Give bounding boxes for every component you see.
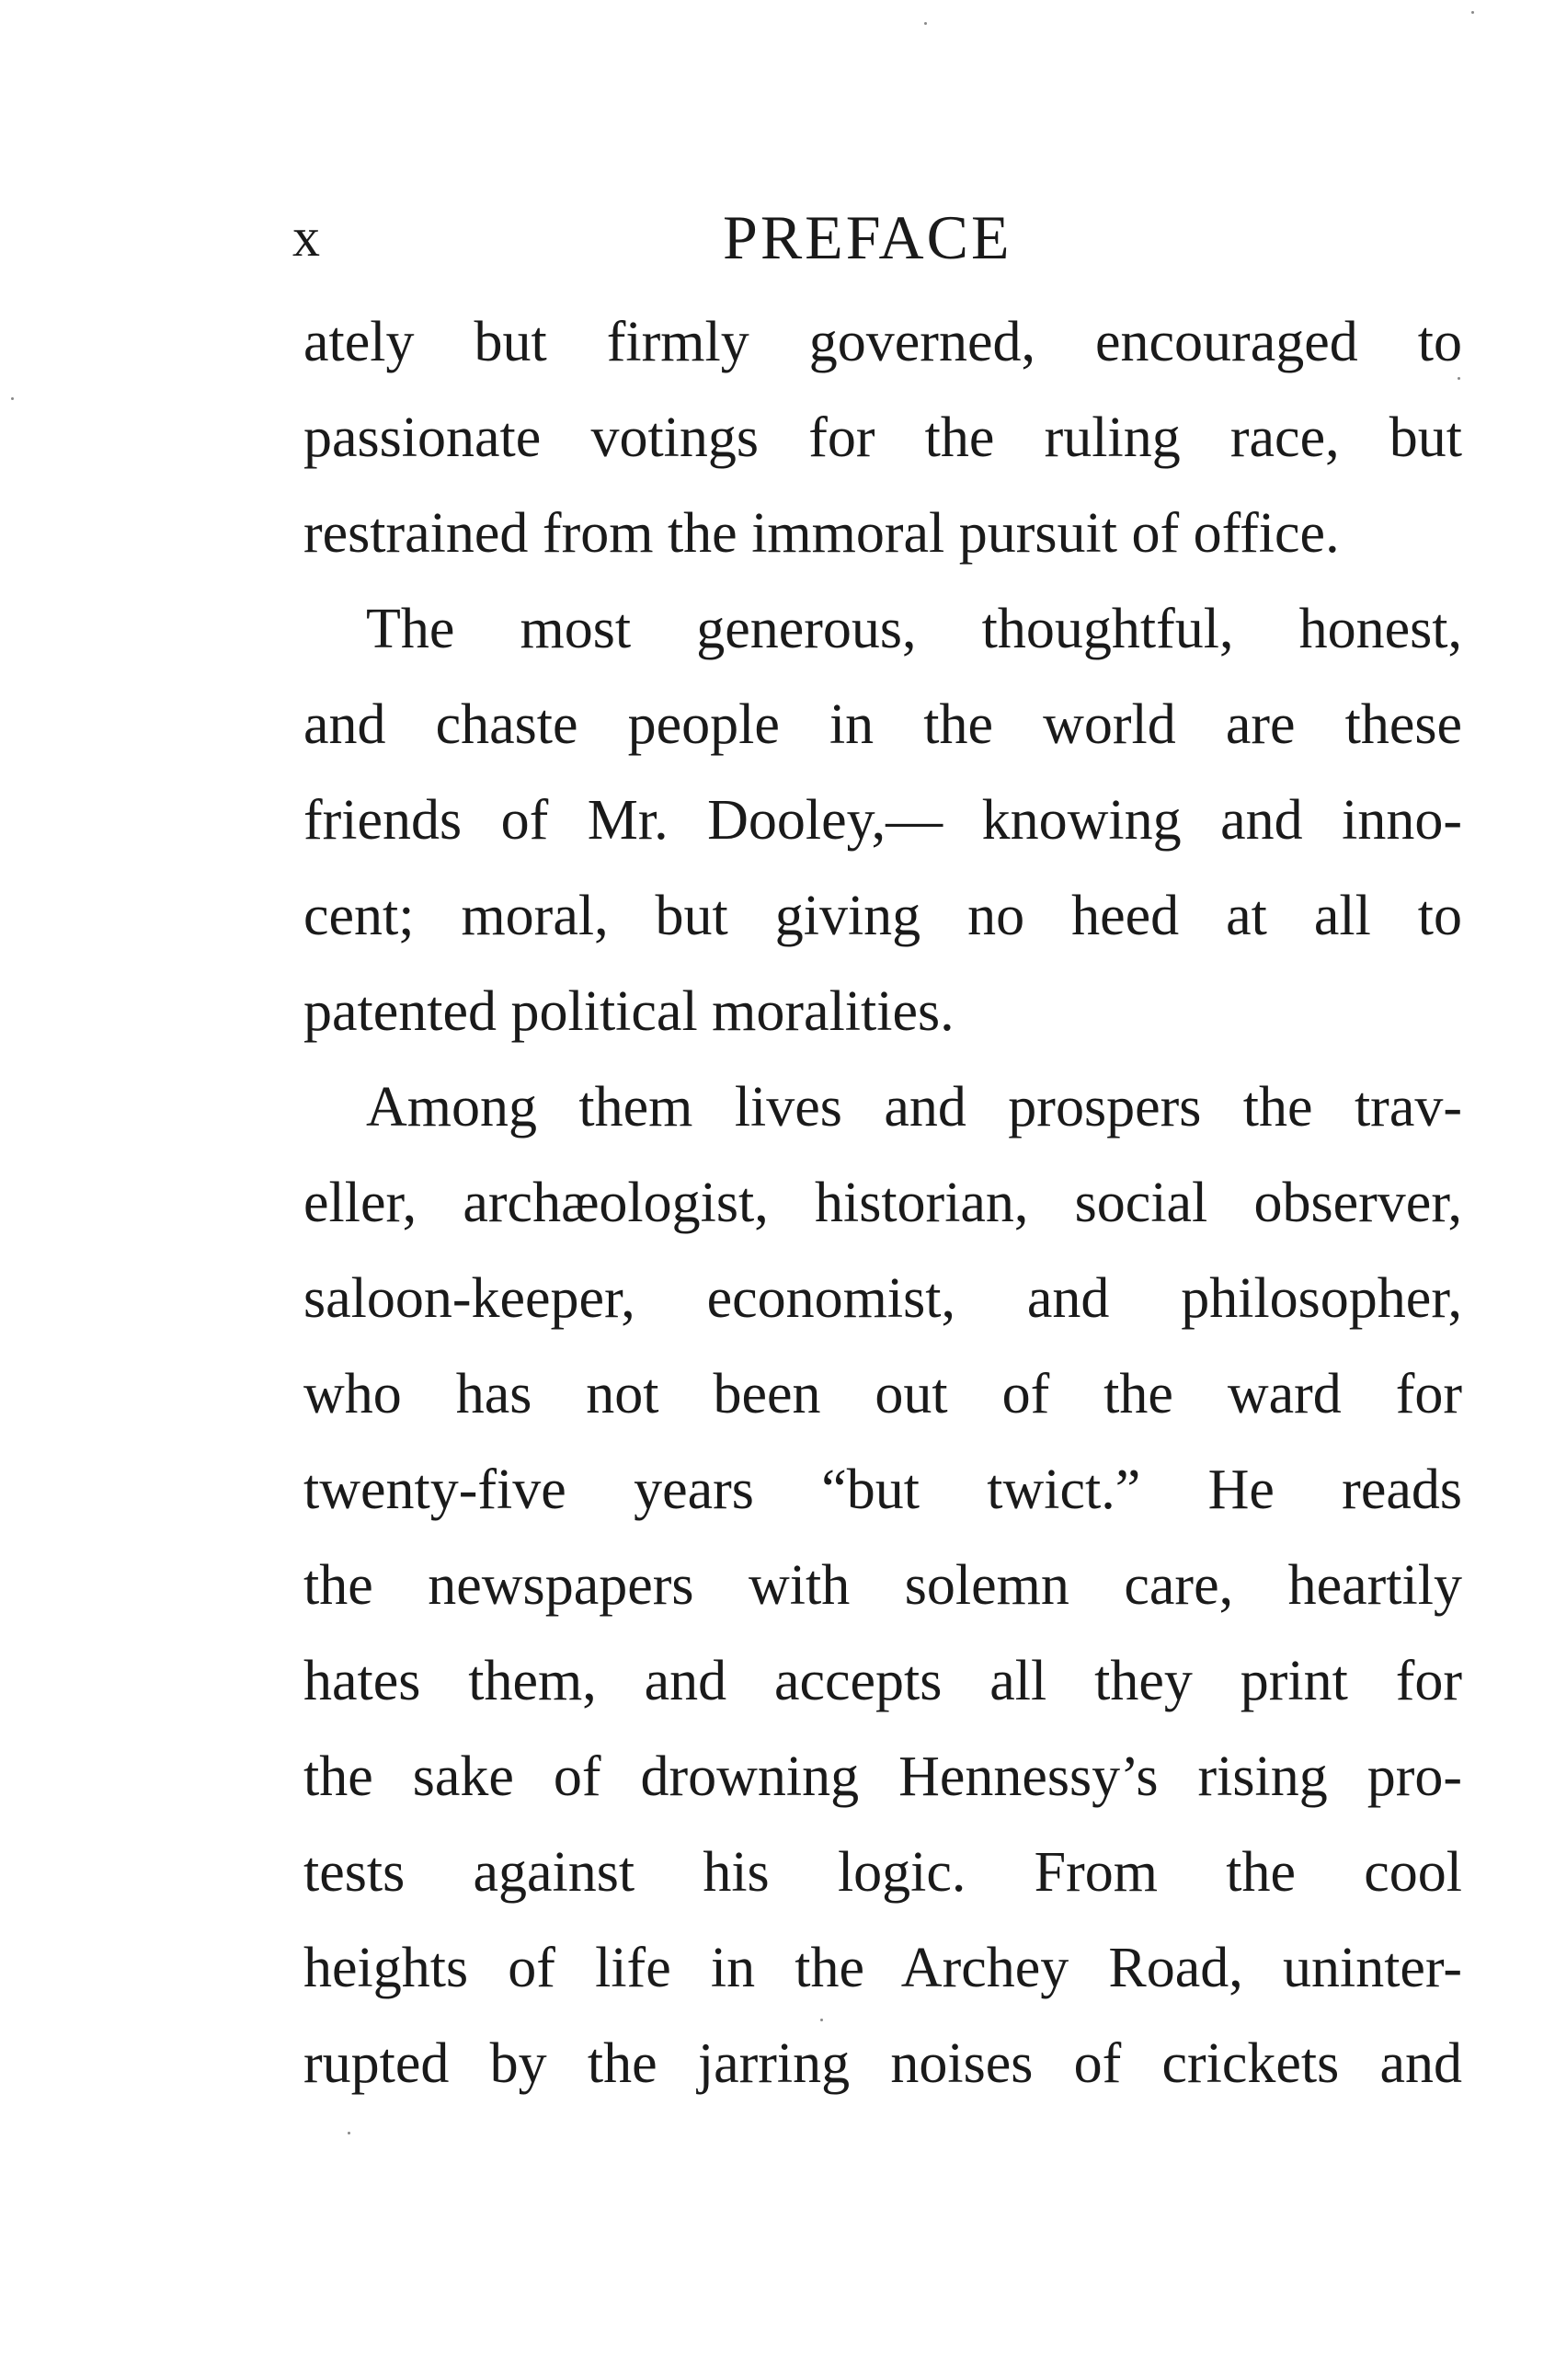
text-line: and chaste people in the world are these bbox=[303, 693, 1462, 756]
page-number: x bbox=[292, 207, 320, 268]
paper-speck bbox=[11, 397, 14, 400]
text-line: passionate votings for the ruling race, but bbox=[303, 406, 1462, 469]
text-line: twenty-five years “but twict.” He reads bbox=[303, 1459, 1462, 1521]
text-line: hates them, and accepts all they print for bbox=[303, 1650, 1462, 1712]
paper-speck bbox=[924, 22, 927, 25]
paper-speck bbox=[1471, 11, 1474, 14]
text-line: eller, archæologist, historian, social observer, bbox=[303, 1172, 1462, 1234]
body-text bbox=[303, 294, 1462, 2111]
text-line: the sake of drowning Hennessy’s rising pro- bbox=[303, 1745, 1462, 1808]
text-line: friends of Mr. Dooley,— knowing and inno- bbox=[303, 789, 1462, 852]
text-line: heights of life in the Archey Road, uninter- bbox=[303, 1937, 1462, 1999]
text-line: the newspapers with solemn care, heartily bbox=[303, 1554, 1462, 1617]
paper-speck bbox=[820, 2019, 823, 2021]
text-line: rupted by the jarring noises of crickets and bbox=[303, 2032, 1462, 2095]
text-line: restrained from the immoral pursuit of office. bbox=[303, 502, 1340, 565]
text-line: who has not been out of the ward for bbox=[303, 1363, 1462, 1425]
text-line: saloon-keeper, economist, and philosopher, bbox=[303, 1267, 1462, 1330]
text-line: cent; moral, but giving no heed at all to bbox=[303, 885, 1462, 947]
text-line: patented political moralities. bbox=[303, 980, 955, 1043]
text-line: Among them lives and prospers the trav- bbox=[366, 1076, 1462, 1139]
paper-speck bbox=[348, 2132, 350, 2134]
paper-speck bbox=[1458, 377, 1460, 380]
page-header bbox=[292, 200, 1469, 274]
running-head: PREFACE bbox=[723, 202, 1012, 272]
text-line: ately but firmly governed, encouraged to bbox=[303, 311, 1462, 373]
text-line: The most generous, thoughtful, honest, bbox=[366, 598, 1462, 660]
text-line: tests against his logic. From the cool bbox=[303, 1841, 1462, 1904]
